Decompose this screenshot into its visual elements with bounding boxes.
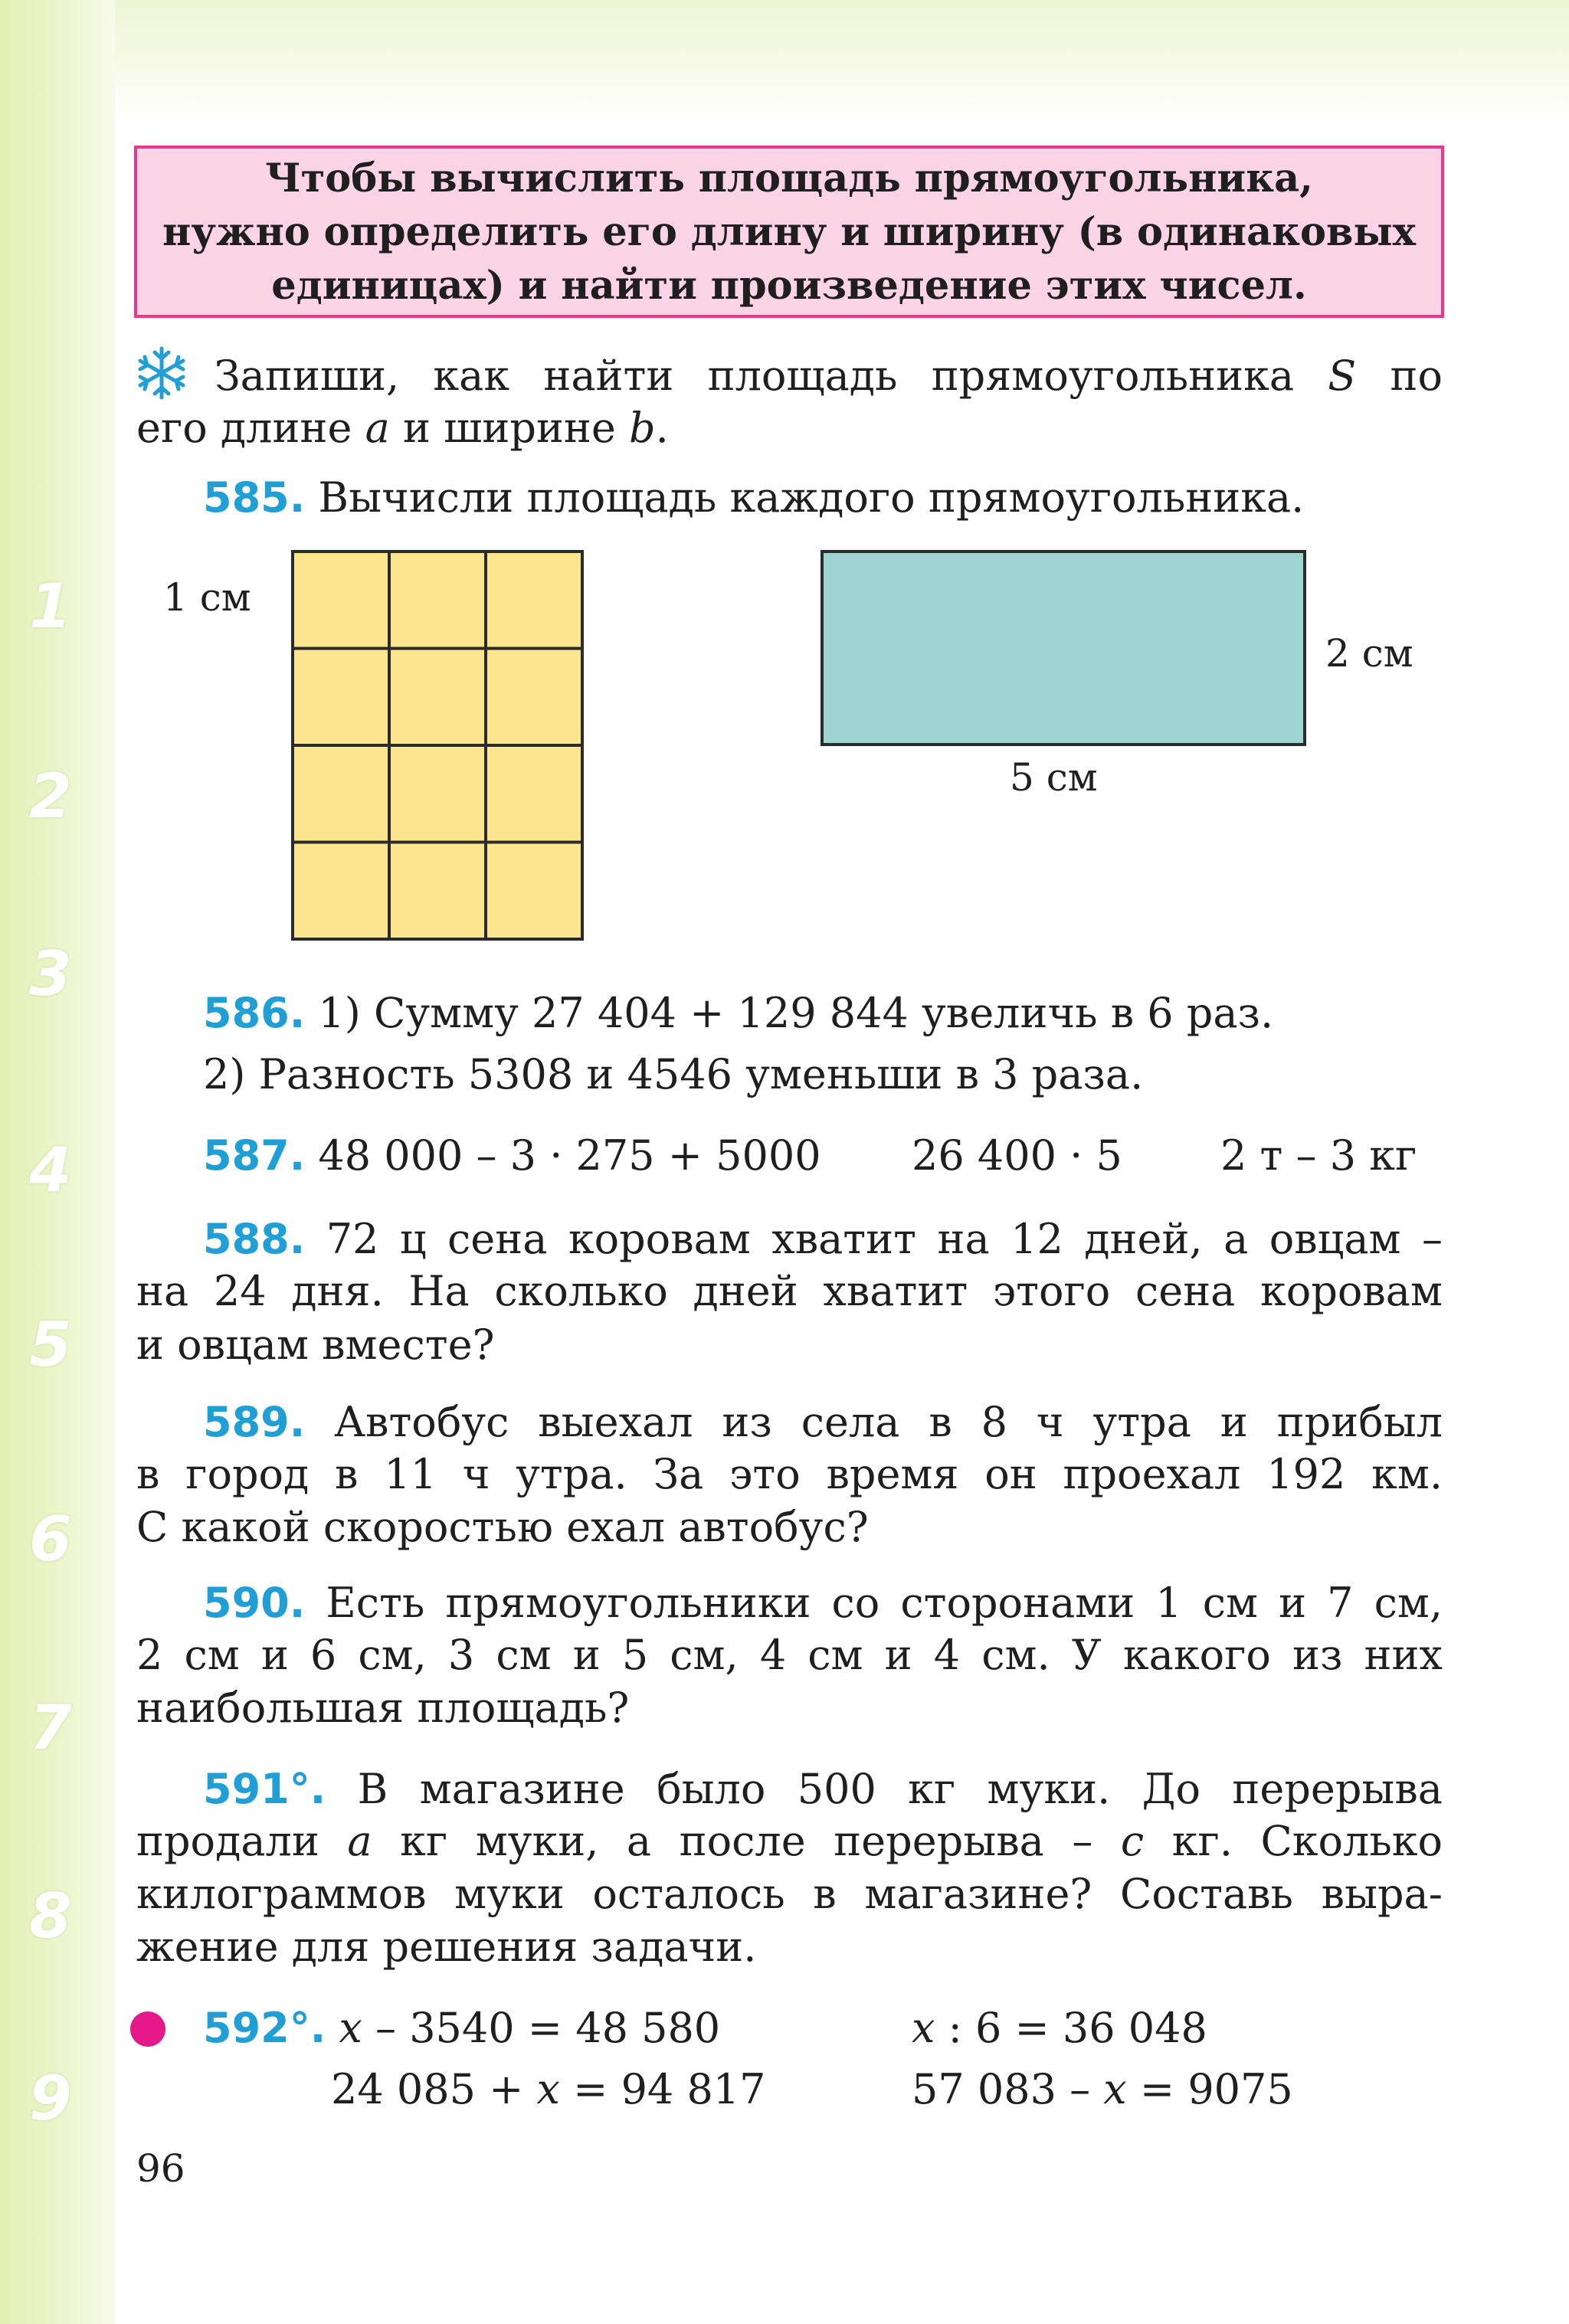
rule-text: [137, 152, 1441, 313]
chapter-tab-4[interactable]: 4: [29, 1134, 72, 1206]
grid-rectangle: [291, 550, 584, 941]
problem-number: 591°.: [203, 1765, 326, 1813]
problem-588: 588. 72 ц сена коровам хватит на 12 дней, а овцам –: [203, 1215, 1443, 1263]
grid-cell: [389, 745, 486, 843]
problem-591-line: килограммов муки осталось в магазине? Составь выра-: [136, 1870, 1443, 1918]
grid-cell: [486, 552, 582, 649]
problem-591: 591°. В магазине было 500 кг муки. До перерыва: [203, 1765, 1443, 1813]
problem-588-line: на 24 дня. На сколько дней хватит этого сена коровам: [136, 1267, 1443, 1315]
chapter-tab-6[interactable]: 6: [29, 1504, 72, 1575]
chapter-tab-7[interactable]: 7: [29, 1692, 72, 1763]
problem-590: 590. Есть прямоугольники со сторонами 1 см и 7 см,: [203, 1579, 1443, 1627]
snowflake-icon: [134, 345, 189, 401]
problem-585: 585. Вычисли площадь каждого прямоугольника.: [203, 473, 1305, 522]
grid-cell: [293, 649, 389, 746]
grid-cell: [486, 745, 582, 843]
problem-586: 586. 1) Сумму 27 404 + 129 844 увеличь в 6 раз.: [203, 989, 1274, 1037]
grid-cell: [389, 649, 486, 746]
problem-number: 588.: [203, 1215, 306, 1263]
problem-591-line: продали a кг муки, а после перерыва – c кг. Сколько: [136, 1817, 1443, 1865]
equation: 57 083 – x = 9075: [912, 2065, 1293, 2113]
problem-number: 592°.: [203, 2004, 326, 2052]
rule-line: единицах) и найти произведение этих чисел.: [271, 262, 1307, 309]
problem-586-line2: 2) Разность 5308 и 4546 уменьши в 3 раза.: [203, 1050, 1144, 1098]
page-number: 96: [136, 2146, 185, 2191]
task-area-line: его длине a и ширине b.: [136, 404, 669, 452]
problem-591-line: жение для решения задачи.: [136, 1923, 757, 1971]
top-background: [0, 0, 1569, 123]
chapter-tab-2[interactable]: 2: [29, 761, 72, 832]
problem-590-line: наибольшая площадь?: [136, 1684, 630, 1732]
problem-590-line: 2 см и 6 см, 3 см и 5 см, 4 см и 4 см. У какого из них: [136, 1631, 1443, 1679]
chapter-tab-8[interactable]: 8: [29, 1880, 72, 1952]
expression: 2 т – 3 кг: [1220, 1131, 1417, 1180]
grid-cell: [389, 843, 486, 940]
chapter-sidebar: [0, 0, 115, 2324]
problem-number: 585.: [203, 473, 306, 522]
problem-number: 586.: [203, 989, 306, 1037]
rule-box: [134, 146, 1444, 318]
rect-width-label: 5 см: [1010, 755, 1098, 800]
rule-line: нужно определить его длину и ширину (в одинаковых: [162, 208, 1416, 255]
equation: 24 085 + x = 94 817: [331, 2065, 766, 2113]
grid-cell: [293, 745, 389, 843]
equation: x : 6 = 36 048: [912, 2004, 1207, 2052]
expression: 26 400 · 5: [912, 1131, 1122, 1180]
problem-592: 592°. x – 3540 = 48 580: [203, 2004, 721, 2052]
grid-cell: [293, 843, 389, 940]
grid-cell: [293, 552, 389, 649]
rule-line: Чтобы вычислить площадь прямоугольника,: [265, 155, 1313, 201]
problem-588-line: и овцам вместе?: [136, 1321, 495, 1369]
grid-cell: [389, 552, 486, 649]
problem-589-line: в город в 11 ч утра. За это время он проехал 192 км.: [136, 1450, 1443, 1498]
problem-number: 589.: [203, 1398, 306, 1446]
difficulty-dot-icon: [130, 2011, 165, 2047]
chapter-tab-1[interactable]: 1: [29, 571, 72, 642]
chapter-tab-3[interactable]: 3: [29, 938, 72, 1010]
problem-589-line: С какой скоростью ехал автобус?: [136, 1503, 869, 1551]
problem-number: 587.: [203, 1131, 306, 1180]
teal-rectangle: [821, 550, 1306, 746]
grid-cell: [486, 649, 582, 746]
grid-cell: [486, 843, 582, 940]
problem-number: 590.: [203, 1579, 306, 1627]
rect-height-label: 2 см: [1325, 631, 1413, 676]
chapter-tab-5[interactable]: 5: [29, 1309, 72, 1380]
task-area-line: Запиши, как найти площадь прямоугольника S по: [215, 352, 1443, 400]
problem-589: 589. Автобус выехал из села в 8 ч утра и прибыл: [203, 1398, 1443, 1446]
problem-587: 587. 48 000 – 3 · 275 + 5000: [203, 1131, 821, 1180]
grid-cell-label: 1 см: [163, 575, 251, 620]
chapter-tab-9[interactable]: 9: [29, 2063, 72, 2134]
